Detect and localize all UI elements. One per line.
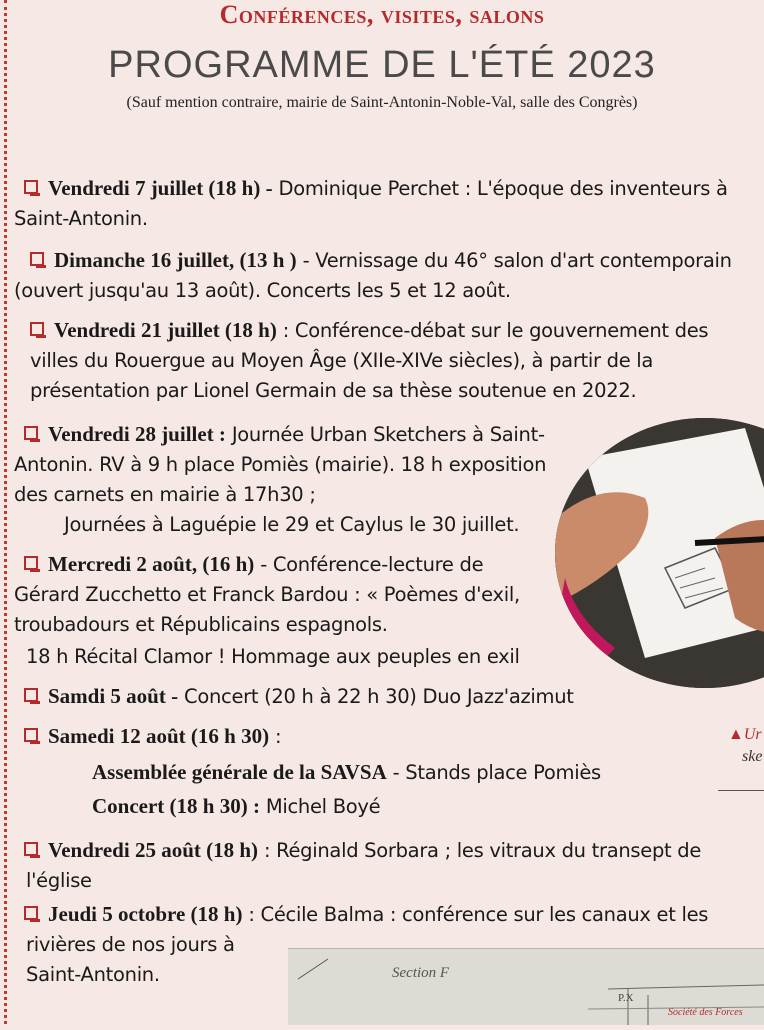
- map-illustration: [288, 949, 764, 1025]
- entry-sub-text: Michel Boyé: [259, 795, 381, 818]
- page-title: Conférences, visites, salons: [219, 0, 545, 29]
- divider: [718, 790, 764, 791]
- entry-date: Mercredi 2 août, (16 h): [48, 552, 255, 576]
- list-item: [24, 900, 708, 929]
- checkbox-icon: [24, 728, 38, 742]
- checkbox-icon: [24, 426, 38, 440]
- entry-text: : Conférence-débat sur le gouvernement des: [282, 319, 709, 342]
- entry-text: - Vernissage du 46° salon d'art contemporain: [302, 249, 732, 272]
- list-item: [30, 246, 732, 275]
- entry-text: Concert (20 h à 22 h 30) Duo Jazz'azimut: [184, 685, 574, 708]
- entry-text: - Conférence-lecture de: [260, 553, 484, 576]
- cadastral-map: [288, 948, 764, 1025]
- entry-text: : Cécile Balma : conférence sur les canaux et les: [248, 903, 709, 926]
- entry-sub-bold: Concert (18 h 30) :: [92, 794, 260, 818]
- entry-continuation: 18 h Récital Clamor ! Hommage aux peuples en exil: [26, 645, 520, 668]
- entry-text: :: [275, 725, 282, 748]
- entry-sub-text: - Stands place Pomiès: [386, 761, 601, 784]
- map-label: Société des Forces: [668, 1007, 743, 1018]
- caption-line: ▲Ur: [728, 726, 762, 743]
- page-subtitle: PROGRAMME DE L'ÉTÉ 2023: [108, 44, 656, 86]
- entry-continuation: l'église: [26, 869, 92, 892]
- entry-date: Vendredi 25 août (18 h): [48, 838, 259, 862]
- entry-subline: [92, 792, 380, 821]
- photo-caption: [728, 724, 762, 768]
- checkbox-icon: [30, 252, 44, 266]
- entry-date: Jeudi 5 octobre (18 h): [48, 902, 243, 926]
- list-item: [24, 836, 701, 865]
- checkbox-icon: [24, 906, 38, 920]
- list-item: [24, 420, 545, 449]
- entry-continuation: rivières de nos jours à: [26, 933, 235, 956]
- entry-sub-bold: Assemblée générale de la SAVSA: [92, 760, 387, 784]
- entry-continuation: des carnets en mairie à 17h30 ;: [14, 483, 316, 506]
- entry-continuation: Gérard Zucchetto et Franck Bardou : « Poèmes d'exil,: [14, 583, 520, 606]
- entry-continuation: (ouvert jusqu'au 13 août). Concerts les 5 et 12 août.: [14, 279, 511, 302]
- entry-continuation: troubadours et Républicains espagnols.: [14, 613, 388, 636]
- entry-continuation: présentation par Lionel Germain de sa thèse soutenue en 2022.: [30, 379, 637, 402]
- entry-text: Dominique Perchet : L'époque des inventeurs à: [278, 177, 728, 200]
- checkbox-icon: [24, 688, 38, 702]
- sketching-photo: [555, 418, 764, 688]
- entry-continuation: Journées à Laguépie le 29 et Caylus le 30 juillet.: [64, 513, 520, 536]
- entry-continuation: villes du Rouergue au Moyen Âge (XIIe-XIVe siècles), à partir de la: [30, 349, 654, 372]
- entry-continuation: Saint-Antonin.: [14, 207, 148, 230]
- entry-subline: [92, 758, 601, 787]
- page-border: [4, 0, 7, 1024]
- checkbox-icon: [24, 842, 38, 856]
- map-label: P.X: [618, 992, 634, 1004]
- sketch-illustration: [555, 418, 764, 688]
- entry-continuation: Saint-Antonin.: [26, 963, 160, 986]
- list-item: [24, 682, 574, 711]
- entry-text: Journée Urban Sketchers à Saint-: [231, 423, 545, 446]
- entry-continuation: Antonin. RV à 9 h place Pomiès (mairie). 18 h exposition: [14, 453, 547, 476]
- entry-date: Samdi 5 août -: [48, 684, 179, 708]
- list-item: [24, 550, 483, 579]
- list-item: [30, 316, 708, 345]
- page-note: (Sauf mention contraire, mairie de Saint-Antonin-Noble-Val, salle des Congrès): [126, 94, 638, 111]
- list-item: [24, 174, 728, 203]
- checkbox-icon: [30, 322, 44, 336]
- entry-date: Dimanche 16 juillet, (13 h ): [54, 248, 297, 272]
- map-label: Section F: [392, 965, 450, 981]
- entry-date: Vendredi 7 juillet (18 h) -: [48, 176, 273, 200]
- checkbox-icon: [24, 180, 38, 194]
- list-item: [24, 722, 281, 751]
- checkbox-icon: [24, 556, 38, 570]
- entry-date: Vendredi 21 juillet (18 h): [54, 318, 277, 342]
- entry-date: Vendredi 28 juillet :: [48, 422, 226, 446]
- caption-line: ske: [742, 748, 763, 765]
- entry-text: : Réginald Sorbara ; les vitraux du transept de: [263, 839, 702, 862]
- entry-date: Samedi 12 août (16 h 30): [48, 724, 270, 748]
